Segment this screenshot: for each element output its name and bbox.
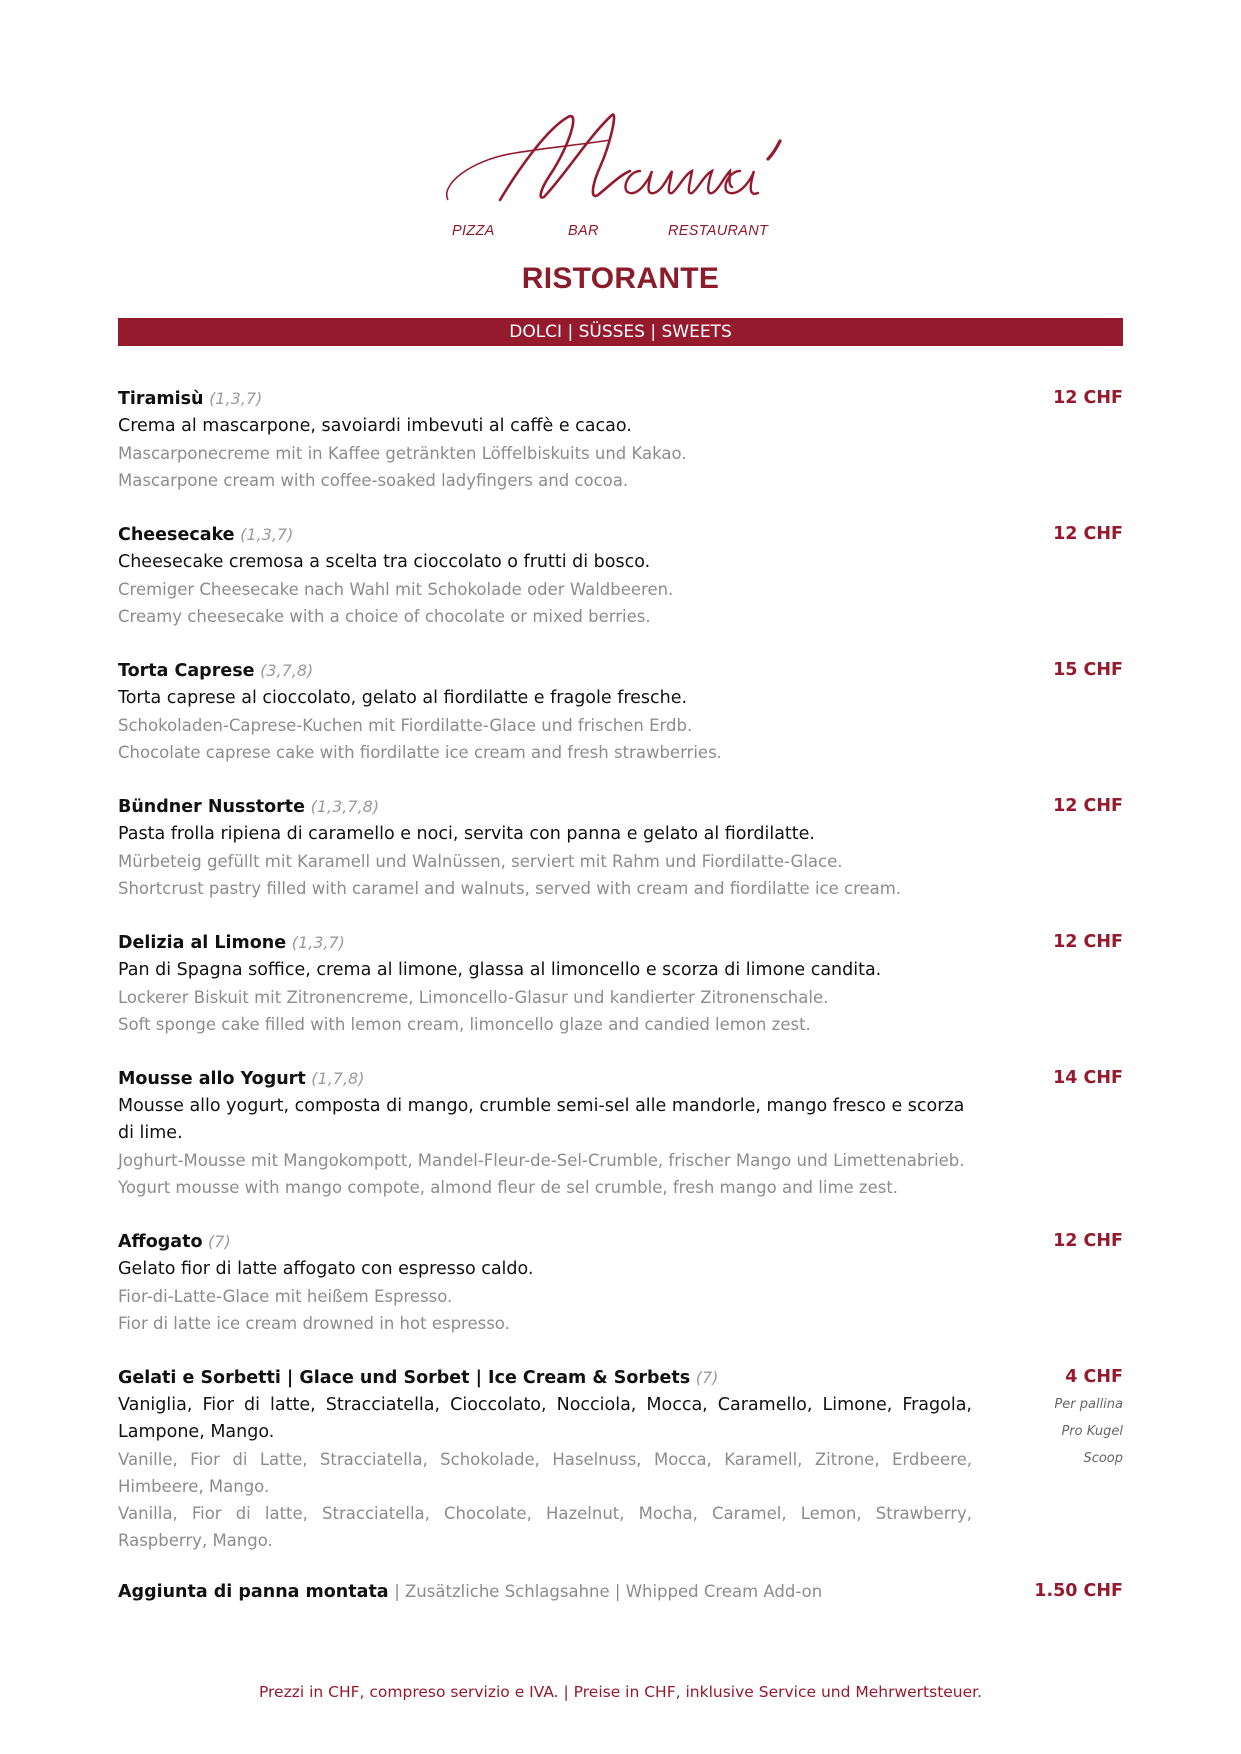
restaurant-logo: [440, 105, 810, 245]
item-price: 12 CHF: [1053, 796, 1123, 816]
item-allergens: (1,7,8): [311, 1069, 365, 1088]
item-desc-de: Cremiger Cheesecake nach Wahl mit Schokolade oder Waldbeeren.: [118, 580, 674, 599]
item-desc-de: Joghurt-Mousse mit Mangokompott, Mandel-Fleur-de-Sel-Crumble, frischer Mango und Limettenabrieb.: [118, 1151, 965, 1170]
item-allergens: (1,3,7,8): [310, 797, 380, 816]
item-desc-en: Creamy cheesecake with a choice of chocolate or mixed berries.: [118, 607, 651, 626]
item-desc-en: Chocolate caprese cake with fiordilatte ice cream and fresh strawberries.: [118, 743, 722, 762]
item-price: 4 CHF: [1065, 1367, 1123, 1387]
item-price: 14 CHF: [1053, 1068, 1123, 1088]
item-desc-en: Mascarpone cream with coffee-soaked ladyfingers and cocoa.: [118, 471, 629, 490]
unit-it: Per pallina: [1054, 1397, 1123, 1412]
menu-item: [118, 1228, 1123, 1337]
item-name: Torta Caprese: [118, 661, 255, 681]
item-desc-en: Soft sponge cake filled with lemon cream, limoncello glaze and candied lemon zest.: [118, 1015, 811, 1034]
mama-logo-mark: [440, 105, 810, 220]
item-desc-it: Gelato fior di latte affogato con espresso caldo.: [118, 1259, 534, 1279]
menu-item: [118, 385, 1123, 494]
section-banner: DOLCI | SÜSSES | SWEETS: [118, 318, 1123, 346]
item-desc-en: Fior di latte ice cream drowned in hot espresso.: [118, 1314, 510, 1333]
addon-price: 1.50 CHF: [1034, 1581, 1123, 1601]
item-name: Bündner Nusstorte: [118, 797, 306, 817]
item-price: 12 CHF: [1053, 388, 1123, 408]
item-name: Cheesecake: [118, 525, 235, 545]
unit-de: Pro Kugel: [1061, 1424, 1123, 1439]
item-desc-de: Schokoladen-Caprese-Kuchen mit Fiordilatte-Glace und frischen Erdb.: [118, 716, 693, 735]
item-name: Gelati e Sorbetti | Glace und Sorbet | Ice Cream & Sorbets: [118, 1368, 691, 1388]
menu-item: [118, 657, 1123, 766]
item-allergens: (7): [695, 1368, 719, 1387]
item-desc-it: Torta caprese al cioccolato, gelato al fiordilatte e fragole fresche.: [118, 688, 688, 708]
item-price: 15 CHF: [1053, 660, 1123, 680]
item-desc-it: Mousse allo yogurt, composta di mango, crumble semi-sel alle mandorle, mango fresco e scorza di lime.: [118, 1096, 965, 1143]
addon-row: [118, 1578, 1123, 1606]
item-desc-en: Vanilla, Fior di latte, Stracciatella, Chocolate, Hazelnut, Mocha, Caramel, Lemon, Strawberry, Raspberry, Mango.: [118, 1504, 972, 1550]
item-allergens: (7): [208, 1232, 231, 1251]
item-desc-it: Crema al mascarpone, savoiardi imbevuti al caffè e cacao.: [118, 416, 632, 436]
item-name: Affogato: [118, 1232, 203, 1252]
menu-item: [118, 793, 1123, 902]
logo-sub-restaurant: RESTAURANT: [668, 223, 769, 239]
item-allergens: (1,3,7): [291, 933, 345, 952]
item-desc-it: Pan di Spagna soffice, crema al limone, glassa al limoncello e scorza di limone candita.: [118, 960, 882, 980]
item-desc-en: Shortcrust pastry filled with caramel and walnuts, served with cream and fiordilatte ice cream.: [118, 879, 902, 898]
item-desc-de: Vanille, Fior di Latte, Stracciatella, Schokolade, Haselnuss, Mocca, Karamell, Zitrone, Erdbeere, Himbeere, Mango.: [118, 1450, 972, 1496]
item-desc-it: Vaniglia, Fior di latte, Stracciatella, Cioccolato, Nocciola, Mocca, Caramello, Limone, Fragola, Lampone, Mango.: [118, 1395, 972, 1442]
menu-item: [118, 1364, 1123, 1554]
item-name: Delizia al Limone: [118, 933, 287, 953]
item-desc-de: Lockerer Biskuit mit Zitronencreme, Limoncello-Glasur und kandierter Zitronenschale.: [118, 988, 829, 1007]
page-title: RISTORANTE: [521, 262, 720, 295]
item-desc-en: Yogurt mousse with mango compote, almond fleur de sel crumble, fresh mango and lime zest.: [118, 1178, 899, 1197]
item-name: Tiramisù: [118, 389, 204, 409]
footer-note: Prezzi in CHF, compreso servizio e IVA. | Preise in CHF, inklusive Service und Mehrwertsteuer.: [258, 1683, 983, 1701]
item-desc-de: Fior-di-Latte-Glace mit heißem Espresso.: [118, 1287, 453, 1306]
item-desc-it: Pasta frolla ripiena di caramello e noci, servita con panna e gelato al fiordilatte.: [118, 824, 815, 844]
unit-en: Scoop: [1083, 1451, 1123, 1466]
item-desc-de: Mürbeteig gefüllt mit Karamell und Walnüssen, serviert mit Rahm und Fiordilatte-Glace.: [118, 852, 843, 871]
menu-items: [118, 385, 1123, 1581]
addon-translations: | Zusätzliche Schlagsahne | Whipped Cream Add-on: [394, 1582, 823, 1601]
item-price: 12 CHF: [1053, 524, 1123, 544]
item-price: 12 CHF: [1053, 932, 1123, 952]
item-allergens: (1,3,7): [240, 525, 294, 544]
menu-item: [118, 1065, 1123, 1201]
item-allergens: (1,3,7): [209, 389, 263, 408]
item-desc-de: Mascarponecreme mit in Kaffee getränkten Löffelbiskuits und Kakao.: [118, 444, 687, 463]
item-allergens: (3,7,8): [260, 661, 314, 680]
item-desc-it: Cheesecake cremosa a scelta tra cioccolato o frutti di bosco.: [118, 552, 651, 572]
item-price: 12 CHF: [1053, 1231, 1123, 1251]
menu-item: [118, 521, 1123, 630]
price-units: [1054, 1391, 1123, 1472]
menu-item: [118, 929, 1123, 1038]
logo-sub-bar: BAR: [568, 223, 599, 239]
item-name: Mousse allo Yogurt: [118, 1069, 306, 1089]
logo-sub-pizza: PIZZA: [452, 223, 495, 239]
addon-name: Aggiunta di panna montata: [118, 1582, 389, 1602]
